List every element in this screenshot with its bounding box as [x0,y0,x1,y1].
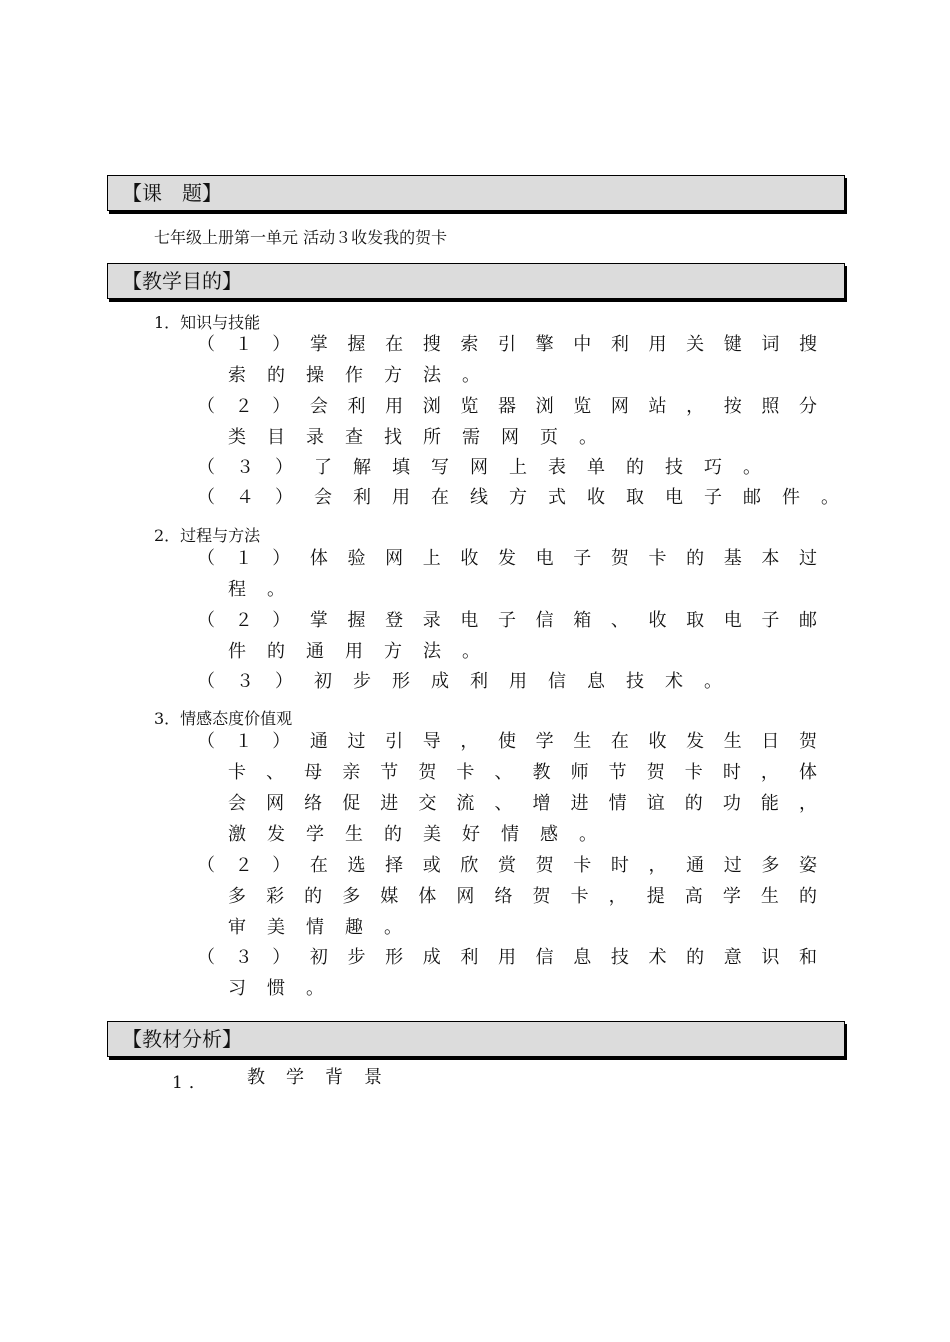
objective-item-line: 激 发 学 生 的 美 好 情 感 。 [228,824,597,845]
objective-item-line: 类 目 录 查 找 所 需 网 页 。 [228,427,597,448]
objective-item-line: 卡 、 母 亲 节 贺 卡 、 教 师 节 贺 卡 时 ， 体 [228,762,817,783]
objective-item-line: （ １ ） 体 验 网 上 收 发 电 子 贺 卡 的 基 本 过 [197,548,817,569]
analysis-item-text: 教 学 背 景 [247,1067,382,1088]
objective-item-line: （ ３ ） 初 步 形 成 利 用 信 息 技 术 。 [197,671,722,692]
objective-item-line: 会 网 络 促 进 交 流 、 增 进 情 谊 的 功 能 ， [228,793,817,814]
analysis-item-number: 1． [172,1073,212,1093]
objective-item-line: （ ４ ） 会 利 用 在 线 方 式 收 取 电 子 邮 件 。 [197,487,839,508]
section-header-topic: 【课 题】 [107,175,845,211]
objective-item-line: 多 彩 的 多 媒 体 网 络 贺 卡 ， 提 高 学 生 的 [228,886,817,907]
objective-item-line: （ ２ ） 在 选 择 或 欣 赏 贺 卡 时 ， 通 过 多 姿 [197,855,817,876]
objective-item-line: 审 美 情 趣 。 [228,917,402,938]
section-header-analysis: 【教材分析】 [107,1021,845,1057]
objective-group-title: 1．知识与技能 [154,313,261,332]
objective-group-title: 3．情感态度价值观 [154,709,293,728]
objective-item-line: （ ３ ） 初 步 形 成 利 用 信 息 技 术 的 意 识 和 [197,947,817,968]
objective-group-title: 2．过程与方法 [154,526,261,545]
objective-item-line: （ ２ ） 会 利 用 浏 览 器 浏 览 网 站 ， 按 照 分 [197,396,817,417]
objective-item-line: （ ２ ） 掌 握 登 录 电 子 信 箱 、 收 取 电 子 邮 [197,610,817,631]
section-header-objectives: 【教学目的】 [107,263,845,299]
objective-item-line: 件 的 通 用 方 法 。 [228,641,480,662]
objective-item-line: （ ３ ） 了 解 填 写 网 上 表 单 的 技 巧 。 [197,457,761,478]
objective-item-line: 程 。 [228,579,285,600]
topic-content: 七年级上册第一单元 活动３收发我的贺卡 [154,228,448,247]
objective-item-line: 习 惯 。 [228,978,324,999]
objective-item-line: （ １ ） 通 过 引 导 ， 使 学 生 在 收 发 生 日 贺 [197,731,817,752]
objective-item-line: 索 的 操 作 方 法 。 [228,365,480,386]
objective-item-line: （ １ ） 掌 握 在 搜 索 引 擎 中 利 用 关 键 词 搜 [197,334,817,355]
